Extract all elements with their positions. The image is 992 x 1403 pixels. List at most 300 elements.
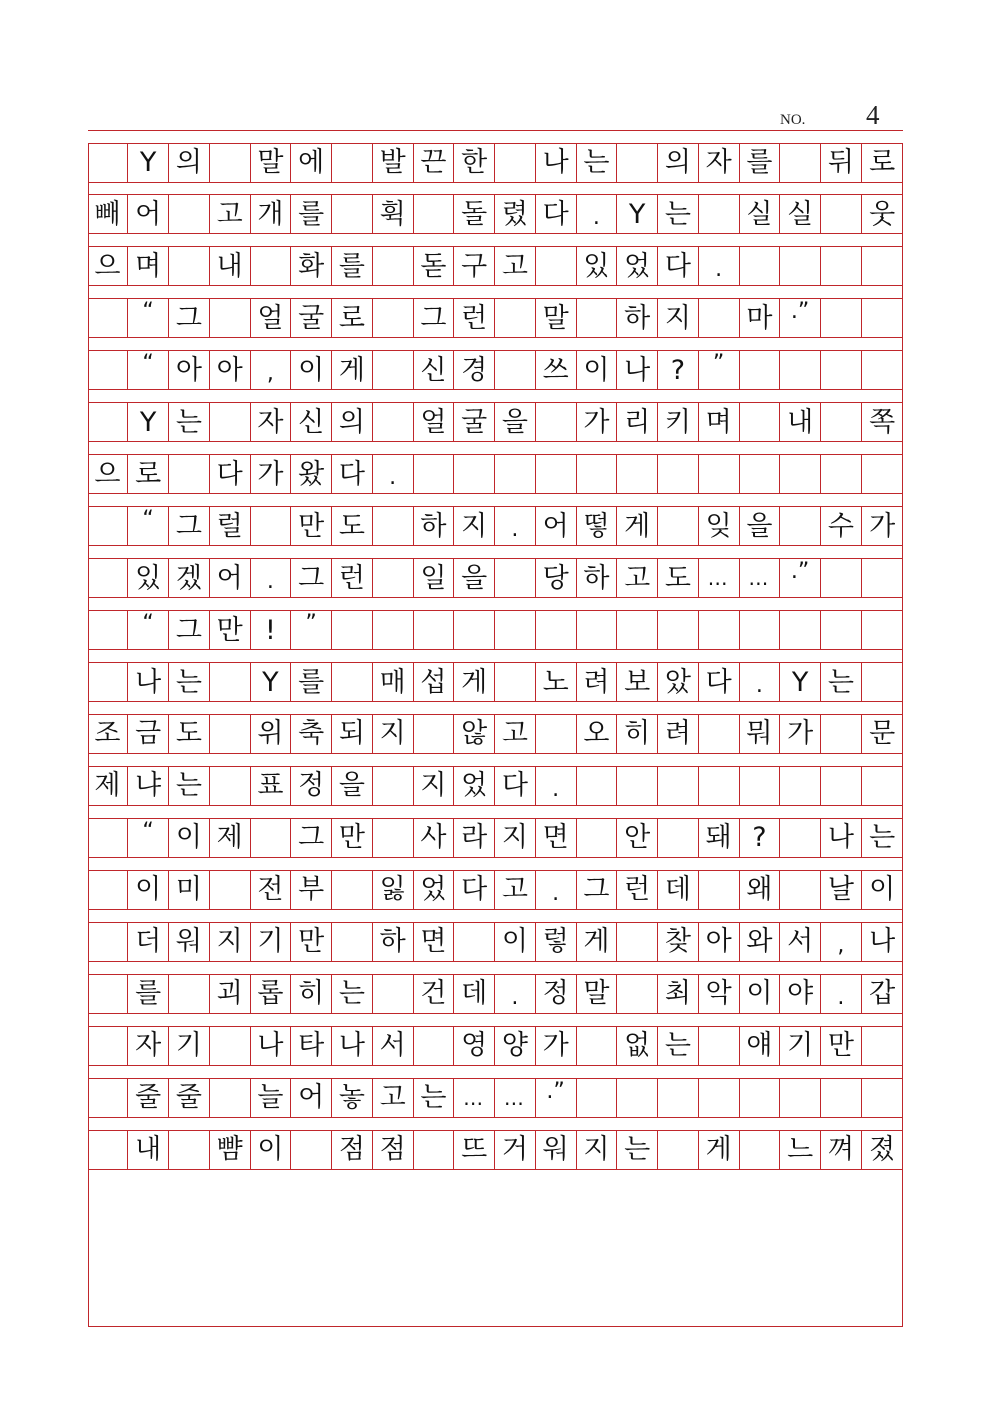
grid-cell <box>740 455 781 493</box>
grid-cell: 뒤 <box>821 144 862 182</box>
grid-cell <box>862 611 903 649</box>
grid-cell: “ <box>128 299 169 337</box>
grid-cell <box>210 871 251 909</box>
grid-cell: 와 <box>740 923 781 961</box>
grid-cell: 런 <box>454 299 495 337</box>
grid-cell <box>251 507 292 545</box>
grid-cell: 도 <box>332 507 373 545</box>
grid-cell: 빼 <box>88 195 129 233</box>
grid-row <box>88 818 903 858</box>
grid-cell: 면 <box>414 923 455 961</box>
grid-cell <box>862 455 903 493</box>
grid-cell: 사 <box>414 819 455 857</box>
grid-cell <box>821 559 862 597</box>
grid-cell: 만 <box>210 611 251 649</box>
grid-cell <box>617 455 658 493</box>
grid-cell: 수 <box>821 507 862 545</box>
grid-cell <box>740 611 781 649</box>
grid-cell: 야 <box>780 975 821 1013</box>
grid-cell <box>658 611 699 649</box>
grid-cell <box>699 195 740 233</box>
grid-cell: 게 <box>617 507 658 545</box>
grid-cell <box>454 455 495 493</box>
grid-cell: 는 <box>332 975 373 1013</box>
grid-cell: 고 <box>495 715 536 753</box>
grid-cell <box>373 611 414 649</box>
grid-cell <box>617 1079 658 1117</box>
grid-cell <box>169 195 210 233</box>
grid-cell: 도 <box>658 559 699 597</box>
grid-cell: 지 <box>373 715 414 753</box>
grid-cell: 내 <box>128 1131 169 1169</box>
grid-cell: 최 <box>658 975 699 1013</box>
grid-cell: 쓰 <box>536 351 577 389</box>
grid-cell: 하 <box>414 507 455 545</box>
grid-cell: 을 <box>740 507 781 545</box>
grid-cell: 부 <box>291 871 332 909</box>
grid-cell: 렸 <box>495 195 536 233</box>
grid-cell: 런 <box>617 871 658 909</box>
grid-cell: 그 <box>414 299 455 337</box>
grid-cell: 되 <box>332 715 373 753</box>
grid-cell: 가 <box>577 403 618 441</box>
grid-cell: 지 <box>210 923 251 961</box>
grid-cell: 는 <box>658 1027 699 1065</box>
grid-row <box>88 714 903 754</box>
grid-row <box>88 194 903 234</box>
grid-cell <box>210 299 251 337</box>
grid-cell: 는 <box>821 663 862 701</box>
grid-cell: 늘 <box>251 1079 292 1117</box>
grid-row <box>88 506 903 546</box>
grid-cell: . <box>577 195 618 233</box>
grid-cell <box>658 1131 699 1169</box>
grid-cell <box>169 247 210 285</box>
grid-cell: 건 <box>414 975 455 1013</box>
grid-cell: 다 <box>210 455 251 493</box>
page-number-label: NO. <box>780 112 806 128</box>
grid-row <box>88 922 903 962</box>
grid-row <box>88 870 903 910</box>
grid-cell: 다 <box>536 195 577 233</box>
grid-cell: 기 <box>251 923 292 961</box>
grid-cell <box>821 715 862 753</box>
grid-cell: “ <box>128 507 169 545</box>
grid-cell <box>210 767 251 805</box>
grid-cell: 지 <box>577 1131 618 1169</box>
grid-cell: 의 <box>658 144 699 182</box>
grid-cell: 하 <box>373 923 414 961</box>
grid-cell: 얼 <box>251 299 292 337</box>
grid-cell <box>332 144 373 182</box>
grid-cell: 를 <box>128 975 169 1013</box>
grid-cell: 날 <box>821 871 862 909</box>
grid-cell <box>536 403 577 441</box>
grid-cell: 라 <box>454 819 495 857</box>
grid-cell: . <box>495 975 536 1013</box>
grid-cell <box>251 247 292 285</box>
grid-cell: 줄 <box>128 1079 169 1117</box>
grid-cell: 당 <box>536 559 577 597</box>
grid-cell <box>577 611 618 649</box>
grid-cell: 는 <box>414 1079 455 1117</box>
grid-cell <box>862 663 903 701</box>
page-number <box>700 100 890 130</box>
grid-cell: 어 <box>210 559 251 597</box>
grid-cell: 에 <box>291 144 332 182</box>
grid-cell: 이 <box>251 1131 292 1169</box>
grid-cell <box>495 351 536 389</box>
grid-cell: 만 <box>291 507 332 545</box>
grid-cell: 축 <box>291 715 332 753</box>
grid-cell: 휙 <box>373 195 414 233</box>
grid-cell: 그 <box>169 507 210 545</box>
grid-cell <box>536 715 577 753</box>
grid-cell <box>862 299 903 337</box>
grid-cell <box>821 351 862 389</box>
grid-cell: 잃 <box>373 871 414 909</box>
grid-cell: 는 <box>577 144 618 182</box>
grid-row <box>88 246 903 286</box>
grid-cell: 그 <box>169 611 210 649</box>
grid-cell <box>373 767 414 805</box>
grid-cell <box>373 975 414 1013</box>
grid-cell: 안 <box>617 819 658 857</box>
grid-cell: 내 <box>780 403 821 441</box>
grid-cell <box>210 403 251 441</box>
grid-cell: 며 <box>128 247 169 285</box>
grid-cell: 아 <box>210 351 251 389</box>
grid-cell: 보 <box>617 663 658 701</box>
grid-cell: 을 <box>454 559 495 597</box>
grid-cell: 경 <box>454 351 495 389</box>
grid-cell <box>699 1027 740 1065</box>
grid-cell: 정 <box>291 767 332 805</box>
grid-cell <box>617 975 658 1013</box>
grid-cell <box>454 611 495 649</box>
grid-cell <box>495 663 536 701</box>
grid-cell: 으 <box>88 455 129 493</box>
grid-cell: , <box>251 351 292 389</box>
grid-cell: 었 <box>414 871 455 909</box>
grid-cell <box>88 559 129 597</box>
grid-cell: 이 <box>169 819 210 857</box>
grid-cell <box>373 819 414 857</box>
grid-cell: 점 <box>373 1131 414 1169</box>
grid-cell: 졌 <box>869 1134 896 1166</box>
grid-cell <box>332 871 373 909</box>
grid-cell <box>740 1079 781 1117</box>
grid-cell: 나 <box>251 1027 292 1065</box>
grid-cell: 정 <box>536 975 577 1013</box>
grid-cell <box>210 715 251 753</box>
grid-cell <box>821 247 862 285</box>
grid-cell <box>577 299 618 337</box>
grid-cell: Y <box>780 663 821 701</box>
grid-cell: 게 <box>454 663 495 701</box>
grid-cell: 나 <box>821 819 862 857</box>
grid-cell <box>495 611 536 649</box>
grid-cell: ” <box>699 351 740 389</box>
grid-cell: 매 <box>373 663 414 701</box>
grid-cell: 전 <box>251 871 292 909</box>
grid-cell: 게 <box>699 1131 740 1169</box>
grid-cell: 었 <box>617 247 658 285</box>
grid-cell <box>617 923 658 961</box>
grid-cell: 얘 <box>740 1027 781 1065</box>
grid-cell: 고 <box>495 871 536 909</box>
grid-cell: 섭 <box>414 663 455 701</box>
grid-cell <box>780 351 821 389</box>
grid-cell: ? <box>658 351 699 389</box>
grid-cell: 이 <box>291 351 332 389</box>
grid-cell: 기 <box>169 1027 210 1065</box>
grid-cell <box>536 455 577 493</box>
grid-cell: 히 <box>291 975 332 1013</box>
grid-cell: … <box>495 1079 536 1117</box>
grid-cell <box>780 1079 821 1117</box>
grid-cell: 나 <box>617 351 658 389</box>
grid-cell: 얼 <box>414 403 455 441</box>
grid-cell: 굴 <box>454 403 495 441</box>
grid-cell <box>577 1079 618 1117</box>
grid-cell <box>577 1027 618 1065</box>
grid-cell: Y <box>128 144 169 182</box>
grid-cell: 어 <box>291 1079 332 1117</box>
grid-cell <box>88 351 129 389</box>
grid-cell: 신 <box>291 403 332 441</box>
grid-cell: 으 <box>88 247 129 285</box>
grid-cell <box>699 299 740 337</box>
manuscript-grid <box>88 143 903 1327</box>
grid-cell <box>495 144 536 182</box>
grid-cell: 히 <box>617 715 658 753</box>
grid-cell <box>699 767 740 805</box>
grid-cell: 돌 <box>454 195 495 233</box>
grid-cell <box>88 299 129 337</box>
grid-cell <box>577 455 618 493</box>
grid-cell: 로 <box>869 147 896 178</box>
grid-cell <box>862 247 903 285</box>
grid-cell: 조 <box>88 715 129 753</box>
grid-cell: “ <box>128 819 169 857</box>
grid-cell: 렇 <box>536 923 577 961</box>
grid-cell: 왔 <box>291 455 332 493</box>
grid-cell <box>740 403 781 441</box>
grid-cell <box>862 351 903 389</box>
grid-cell: 놓 <box>332 1079 373 1117</box>
grid-cell <box>617 611 658 649</box>
grid-cell: 키 <box>658 403 699 441</box>
grid-cell: 워 <box>169 923 210 961</box>
grid-cell <box>169 975 210 1013</box>
grid-cell <box>88 1079 129 1117</box>
grid-cell: . <box>536 871 577 909</box>
grid-cell <box>658 819 699 857</box>
grid-cell: 굴 <box>291 299 332 337</box>
grid-cell: 발 <box>373 144 414 182</box>
grid-cell: 다 <box>454 871 495 909</box>
grid-cell: . <box>495 507 536 545</box>
grid-cell <box>658 1079 699 1117</box>
grid-cell: . <box>373 455 414 493</box>
grid-cell: 한 <box>454 144 495 182</box>
grid-row <box>88 298 903 338</box>
grid-cell <box>88 663 129 701</box>
grid-cell <box>88 923 129 961</box>
grid-cell: 영 <box>454 1027 495 1065</box>
grid-cell <box>699 715 740 753</box>
grid-cell: “ <box>128 351 169 389</box>
grid-cell <box>577 767 618 805</box>
grid-row <box>88 1078 903 1118</box>
grid-cell <box>495 455 536 493</box>
grid-cell: 지 <box>658 299 699 337</box>
grid-cell <box>373 247 414 285</box>
grid-cell <box>821 195 862 233</box>
grid-cell: 이 <box>577 351 618 389</box>
grid-cell: 를 <box>332 247 373 285</box>
grid-cell: 로 <box>332 299 373 337</box>
grid-cell: 롭 <box>251 975 292 1013</box>
grid-cell: 는 <box>617 1131 658 1169</box>
grid-cell: 고 <box>210 195 251 233</box>
grid-cell <box>780 507 821 545</box>
grid-row <box>88 662 903 702</box>
grid-cell: 를 <box>740 144 781 182</box>
grid-cell <box>88 871 129 909</box>
grid-cell: 내 <box>210 247 251 285</box>
grid-cell: 뜨 <box>454 1131 495 1169</box>
grid-cell <box>210 144 251 182</box>
grid-cell: 표 <box>251 767 292 805</box>
grid-cell: 제 <box>210 819 251 857</box>
grid-cell: 개 <box>251 195 292 233</box>
grid-cell <box>862 1079 903 1117</box>
grid-cell <box>536 247 577 285</box>
grid-cell <box>332 663 373 701</box>
grid-cell: 오 <box>577 715 618 753</box>
grid-cell: 면 <box>536 819 577 857</box>
grid-cell <box>740 351 781 389</box>
grid-cell: 하 <box>577 559 618 597</box>
grid-cell <box>454 923 495 961</box>
grid-cell: … <box>740 559 781 597</box>
grid-cell: 갑 <box>869 978 896 1010</box>
grid-cell: 며 <box>699 403 740 441</box>
grid-cell: .” <box>780 559 821 597</box>
grid-cell: 이 <box>869 874 896 906</box>
grid-cell: 그 <box>291 819 332 857</box>
grid-cell: 화 <box>291 247 332 285</box>
grid-cell <box>414 715 455 753</box>
grid-row <box>88 402 903 442</box>
grid-cell: Y <box>617 195 658 233</box>
grid-cell <box>88 819 129 857</box>
grid-cell: 그 <box>577 871 618 909</box>
grid-cell: 서 <box>780 923 821 961</box>
grid-cell: 는 <box>658 195 699 233</box>
grid-cell: 아 <box>169 351 210 389</box>
grid-cell <box>740 1131 781 1169</box>
grid-cell <box>373 507 414 545</box>
grid-cell: 가 <box>869 510 896 542</box>
grid-cell: 괴 <box>210 975 251 1013</box>
grid-cell: .” <box>780 299 821 337</box>
grid-cell <box>780 611 821 649</box>
grid-cell <box>169 1131 210 1169</box>
grid-cell: . <box>536 767 577 805</box>
grid-row <box>88 350 903 390</box>
grid-cell: 를 <box>291 195 332 233</box>
grid-cell: 점 <box>332 1131 373 1169</box>
grid-cell: 다 <box>658 247 699 285</box>
grid-cell <box>373 299 414 337</box>
grid-cell: 는 <box>169 403 210 441</box>
grid-cell <box>495 559 536 597</box>
grid-cell: 타 <box>291 1027 332 1065</box>
grid-cell <box>658 455 699 493</box>
grid-cell: 고 <box>617 559 658 597</box>
grid-cell: 껴 <box>821 1131 862 1169</box>
grid-cell <box>373 559 414 597</box>
grid-cell: 가 <box>536 1027 577 1065</box>
grid-cell: 돼 <box>699 819 740 857</box>
grid-cell: 다 <box>332 455 373 493</box>
grid-cell <box>821 403 862 441</box>
grid-cell: ? <box>740 819 781 857</box>
grid-cell <box>821 299 862 337</box>
grid-cell: 나 <box>536 144 577 182</box>
grid-cell: 왜 <box>740 871 781 909</box>
grid-cell: . <box>740 663 781 701</box>
grid-cell: 돋 <box>414 247 455 285</box>
grid-cell <box>332 611 373 649</box>
grid-cell <box>780 144 821 182</box>
grid-cell: 워 <box>536 1131 577 1169</box>
grid-cell: 위 <box>251 715 292 753</box>
grid-cell <box>414 455 455 493</box>
grid-cell: 떻 <box>577 507 618 545</box>
grid-cell: 자 <box>699 144 740 182</box>
grid-cell: 의 <box>332 403 373 441</box>
grid-cell <box>740 767 781 805</box>
grid-cell: . <box>821 975 862 1013</box>
grid-cell: 만 <box>821 1027 862 1065</box>
grid-cell: 이 <box>495 923 536 961</box>
grid-row <box>88 454 903 494</box>
grid-cell: 자 <box>251 403 292 441</box>
grid-cell: 말 <box>251 144 292 182</box>
grid-cell: 웃 <box>869 198 896 230</box>
grid-cell: 만 <box>291 923 332 961</box>
grid-cell: 게 <box>577 923 618 961</box>
grid-cell: 이 <box>128 871 169 909</box>
grid-cell: 다 <box>495 767 536 805</box>
grid-cell: 말 <box>536 299 577 337</box>
grid-cell <box>373 351 414 389</box>
grid-cell <box>699 1079 740 1117</box>
grid-cell <box>414 1131 455 1169</box>
grid-cell: 그 <box>169 299 210 337</box>
grid-cell: Y <box>251 663 292 701</box>
grid-cell <box>332 195 373 233</box>
grid-cell: ! <box>251 611 292 649</box>
grid-cell: 끈 <box>414 144 455 182</box>
grid-cell <box>169 455 210 493</box>
grid-cell: 않 <box>454 715 495 753</box>
grid-cell <box>699 455 740 493</box>
